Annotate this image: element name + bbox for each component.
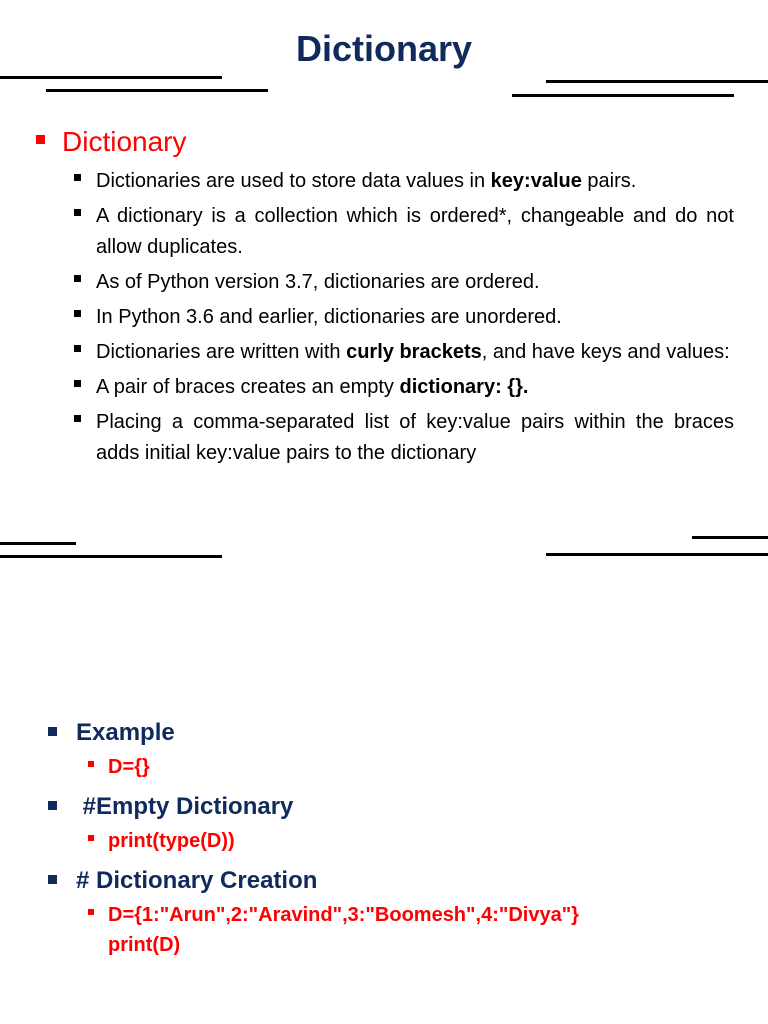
sub-bullet-item <box>74 337 734 368</box>
code-line: D={1:"Arun",2:"Aravind",3:"Boomesh",4:"Divya"} <box>108 904 579 926</box>
bullet-text: , and have keys and values: <box>481 341 730 363</box>
bullet-text: A dictionary is a collection which is ordered*, changeable and do not allow duplicates. <box>96 205 734 258</box>
bullet-text: Dictionaries are written with <box>96 341 347 363</box>
square-bullet-icon <box>74 345 81 352</box>
bullet-text: In Python 3.6 and earlier, dictionaries are unordered. <box>96 306 562 328</box>
square-bullet-icon <box>74 380 81 387</box>
square-bullet-icon <box>36 135 45 144</box>
code-line: D={} <box>108 756 150 778</box>
bullet-text: Dictionaries are used to store data values in <box>96 170 491 192</box>
square-bullet-icon <box>74 209 81 216</box>
code-snippet <box>88 752 748 782</box>
code-snippet <box>88 900 748 960</box>
example-item <box>48 790 748 824</box>
decor-line <box>546 80 768 83</box>
square-bullet-icon <box>74 415 81 422</box>
example-item <box>48 716 748 750</box>
square-bullet-icon <box>48 801 57 810</box>
bullet-text: pairs. <box>581 170 637 192</box>
example-label: # Dictionary Creation <box>76 867 318 894</box>
square-bullet-icon <box>74 275 81 282</box>
bold-text: curly brackets <box>346 341 482 363</box>
code-snippet <box>88 826 748 856</box>
square-bullet-icon <box>88 761 94 767</box>
sub-bullet-list <box>74 166 734 469</box>
square-bullet-icon <box>48 875 57 884</box>
sub-bullet-item <box>74 166 734 197</box>
decor-line <box>0 542 76 545</box>
bullet-text: A pair of braces creates an empty <box>96 376 400 398</box>
slide-title: Dictionary <box>295 28 473 69</box>
sub-bullet-item <box>74 201 734 263</box>
bold-text: dictionary: {}. <box>399 376 529 398</box>
bullet-text: As of Python version 3.7, dictionaries are ordered. <box>96 271 540 293</box>
bold-text: key:value <box>490 170 582 192</box>
slide-dictionary-example <box>0 700 768 1024</box>
example-item <box>48 864 748 898</box>
square-bullet-icon <box>88 909 94 915</box>
example-bullet-list <box>48 716 748 960</box>
decor-line <box>692 536 768 539</box>
main-bullet-list <box>36 124 736 473</box>
bullet-text: Placing a comma-separated list of key:value pairs within the braces adds initial key:value pairs to the dictionary <box>96 411 734 464</box>
decor-line <box>46 89 268 92</box>
bullet-heading <box>36 124 736 469</box>
sub-bullet-item <box>74 407 734 469</box>
square-bullet-icon <box>48 727 57 736</box>
example-label: Example <box>76 719 175 746</box>
sub-bullet-item <box>74 372 734 403</box>
section-heading: Dictionary <box>62 126 187 157</box>
code-line: print(D) <box>108 934 181 956</box>
example-label: #Empty Dictionary <box>76 793 294 820</box>
decor-line <box>0 555 222 558</box>
square-bullet-icon <box>74 174 81 181</box>
code-line: print(type(D)) <box>108 830 235 852</box>
sub-bullet-item <box>74 267 734 298</box>
decor-line <box>0 76 222 79</box>
square-bullet-icon <box>74 310 81 317</box>
square-bullet-icon <box>88 835 94 841</box>
decor-line <box>512 94 734 97</box>
decor-line <box>546 553 768 556</box>
sub-bullet-item <box>74 302 734 333</box>
